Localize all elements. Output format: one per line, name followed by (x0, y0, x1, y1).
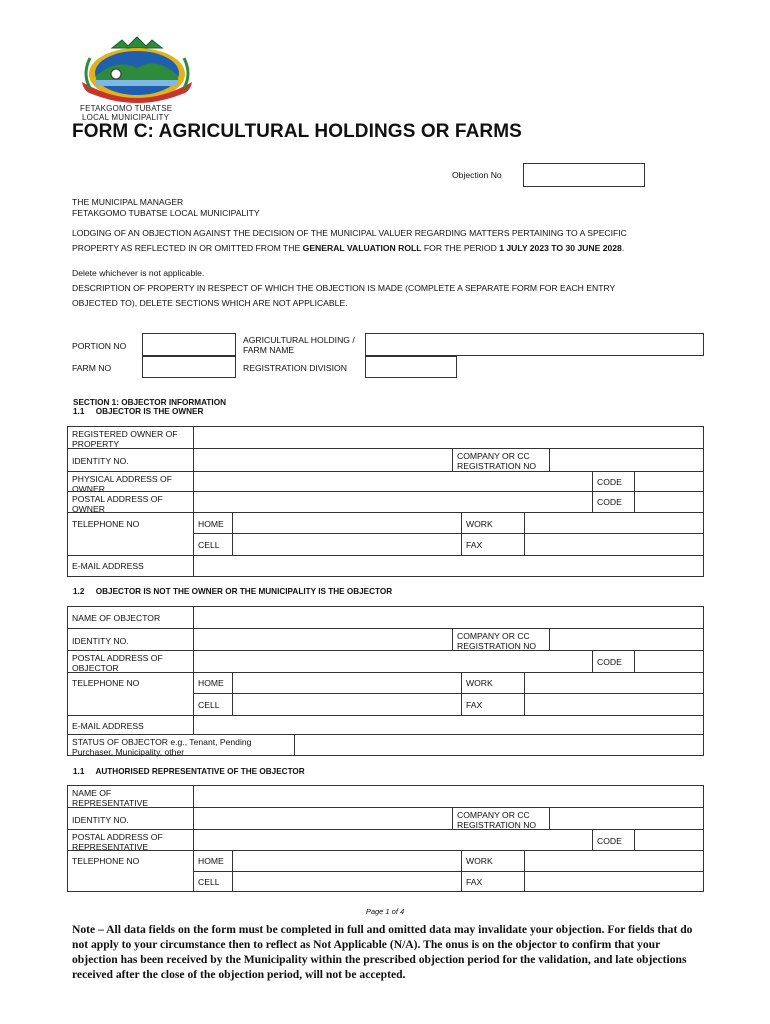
representative-table (67, 785, 704, 892)
objector-name-field[interactable] (193, 606, 704, 629)
page-number: Page 1 of 4 (365, 907, 405, 916)
objector-fax-field[interactable] (524, 693, 704, 716)
objection-no-label: Objection No (452, 170, 502, 180)
section12-heading: 1.2 OBJECTOR IS NOT THE OWNER OR THE MUNICIPALITY IS THE OBJECTOR (73, 587, 393, 596)
registration-division-field[interactable] (365, 356, 457, 378)
description-block (72, 266, 712, 311)
objector-email-field[interactable] (193, 715, 704, 735)
portion-no-label: PORTION NO (72, 341, 127, 351)
rep-telephone-label: TELEPHONE NO (67, 850, 194, 892)
intro-bold-roll: GENERAL VALUATION ROLL (302, 243, 422, 253)
postal-address-field[interactable] (193, 491, 593, 513)
footer-note: Note – All data fields on the form must be completed in full and omitted data may invalidate your objection. For fields that do not apply to your circumstance then to reflect as Not Applicable (N/A). The onus is on the objector to confirm that your objection has been received by the Municipality within the prescribed objection period for the validation, and late objections received after the close of the objection period, will not be accepted. (72, 923, 693, 981)
rep-home-label: HOME (193, 850, 233, 872)
intro-bold-period: 1 JULY 2023 TO 30 JUNE 2028 (499, 243, 622, 253)
addressee-line2: FETAKGOMO TUBATSE LOCAL MUNICIPALITY (72, 208, 260, 218)
postal-address-label: POSTAL ADDRESS OF OWNER (67, 491, 194, 513)
rep-work-label: WORK (461, 850, 525, 872)
postal-code-label: CODE (592, 491, 635, 513)
cell-label: CELL (193, 533, 233, 556)
objection-no-field[interactable] (523, 163, 645, 187)
addressee-line1: THE MUNICIPAL MANAGER (72, 197, 184, 207)
objector-work-field[interactable] (524, 672, 704, 694)
registration-division-label: REGISTRATION DIVISION (243, 363, 347, 373)
desc-line2: OBJECTED TO), DELETE SECTIONS WHICH ARE NOT APPLICABLE. (72, 298, 348, 308)
section13-heading: 1.1 AUTHORISED REPRESENTATIVE OF THE OBJECTOR (73, 767, 305, 776)
logo-line1: FETAKGOMO TUBATSE (80, 104, 173, 113)
objector-identity-label: IDENTITY NO. (67, 628, 194, 651)
identity-no-label: IDENTITY NO. (67, 448, 194, 472)
physical-address-field[interactable] (193, 471, 593, 492)
physical-code-field[interactable] (634, 471, 704, 492)
rep-cell-field[interactable] (232, 871, 462, 892)
rep-company-reg-field[interactable] (549, 807, 704, 830)
postal-code-field[interactable] (634, 491, 704, 513)
registered-owner-field[interactable] (193, 426, 704, 449)
intro-line2 (72, 241, 712, 256)
owner-table (67, 426, 704, 577)
objector-status-field[interactable] (294, 734, 704, 756)
company-reg-label: COMPANY OR CC REGISTRATION NO (452, 448, 550, 472)
objector-identity-field[interactable] (193, 628, 453, 651)
email-field[interactable] (193, 555, 704, 577)
objector-table (67, 606, 704, 756)
farm-no-field[interactable] (142, 356, 236, 378)
rep-code-label: CODE (592, 829, 635, 851)
objector-code-label: CODE (592, 650, 635, 673)
rep-company-reg-label: COMPANY OR CC REGISTRATION NO (452, 807, 550, 830)
page-title: FORM C: AGRICULTURAL HOLDINGS OR FARMS (72, 121, 522, 142)
addressee (72, 197, 260, 219)
farm-no-label: FARM NO (72, 363, 112, 373)
desc-line1: DESCRIPTION OF PROPERTY IN RESPECT OF WHICH THE OBJECTION IS MADE (COMPLETE A SEPARATE FORM FOR EACH ENTRY (72, 283, 616, 293)
rep-identity-label: IDENTITY NO. (67, 807, 194, 830)
logo-caption (80, 104, 172, 122)
home-label: HOME (193, 512, 233, 534)
intro-line1: LODGING OF AN OBJECTION AGAINST THE DECISION OF THE MUNICIPAL VALUER REGARDING MATTERS PERTAINING TO A SPECIFIC (72, 228, 627, 238)
rep-postal-label: POSTAL ADDRESS OF REPRESENTATIVE (67, 829, 194, 851)
objector-telephone-label: TELEPHONE NO (67, 672, 194, 716)
rep-cell-label: CELL (193, 871, 233, 892)
agri-holding-label: AGRICULTURAL HOLDING / FARM NAME (243, 335, 355, 355)
intro-text-a: PROPERTY AS REFLECTED IN OR OMITTED FROM THE (72, 243, 303, 253)
cell-phone-field[interactable] (232, 533, 462, 556)
objector-status-label: STATUS OF OBJECTOR e.g., Tenant, Pending Purchaser, Municipality, other (67, 734, 295, 756)
objector-name-label: NAME OF OBJECTOR (67, 606, 194, 629)
rep-home-field[interactable] (232, 850, 462, 872)
objector-email-label: E-MAIL ADDRESS (67, 715, 194, 735)
agri-holding-field[interactable] (365, 333, 704, 356)
rep-work-field[interactable] (524, 850, 704, 872)
telephone-label: TELEPHONE NO (67, 512, 194, 556)
rep-postal-field[interactable] (193, 829, 593, 851)
fax-label: FAX (461, 533, 525, 556)
work-phone-field[interactable] (524, 512, 704, 534)
rep-identity-field[interactable] (193, 807, 453, 830)
objector-code-field[interactable] (634, 650, 704, 673)
fax-field[interactable] (524, 533, 704, 556)
email-label: E-MAIL ADDRESS (67, 555, 194, 577)
logo-line2: LOCAL MUNICIPALITY (82, 113, 170, 122)
objector-home-field[interactable] (232, 672, 462, 694)
intro-text-c: . (621, 243, 625, 253)
objector-work-label: WORK (461, 672, 525, 694)
registered-owner-label: REGISTERED OWNER OF PROPERTY (67, 426, 194, 449)
objector-postal-label: POSTAL ADDRESS OF OBJECTOR (67, 650, 194, 673)
physical-code-label: CODE (592, 471, 635, 492)
section1-subheading: 1.1 OBJECTOR IS THE OWNER (73, 407, 204, 416)
identity-no-field[interactable] (193, 448, 453, 472)
objector-home-label: HOME (193, 672, 233, 694)
intro-text-b: FOR THE PERIOD (421, 243, 500, 253)
portion-no-field[interactable] (142, 333, 236, 356)
objector-cell-field[interactable] (232, 693, 462, 716)
home-phone-field[interactable] (232, 512, 462, 534)
physical-address-label: PHYSICAL ADDRESS OF OWNER (67, 471, 194, 492)
delete-note: Delete whichever is not applicable. (72, 268, 205, 278)
section1-heading: SECTION 1: OBJECTOR INFORMATION (73, 398, 226, 407)
rep-name-label: NAME OF REPRESENTATIVE (67, 785, 194, 808)
objector-company-reg-field[interactable] (549, 628, 704, 651)
intro-paragraph (72, 226, 712, 256)
rep-fax-label: FAX (461, 871, 525, 892)
rep-fax-field[interactable] (524, 871, 704, 892)
rep-name-field[interactable] (193, 785, 704, 808)
objector-cell-label: CELL (193, 693, 233, 716)
objector-fax-label: FAX (461, 693, 525, 716)
objector-postal-field[interactable] (193, 650, 593, 673)
objector-company-reg-label: COMPANY OR CC REGISTRATION NO (452, 628, 550, 651)
work-label: WORK (461, 512, 525, 534)
rep-code-field[interactable] (634, 829, 704, 851)
company-reg-field[interactable] (549, 448, 704, 472)
